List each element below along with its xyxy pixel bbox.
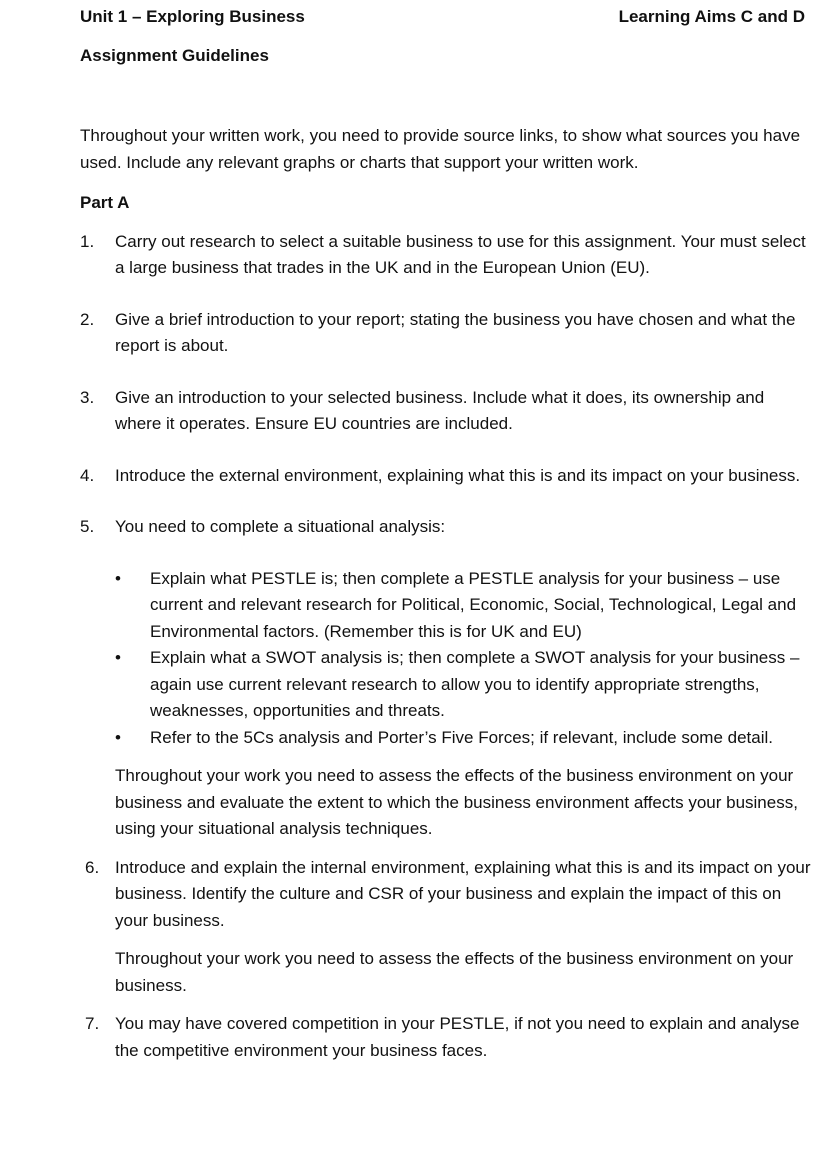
part-a-heading: Part A — [80, 193, 130, 212]
list-item-3 — [80, 385, 815, 438]
list-number: 2. — [80, 309, 95, 329]
list-item-4 — [80, 463, 815, 490]
list-item-text: You may have covered competition in your PESTLE, if not you need to explain and analyse the competitive environment your business faces. — [115, 1014, 800, 1060]
list-item-2 — [80, 307, 815, 360]
bullet-icon: • — [115, 568, 121, 588]
list-item-7 — [80, 1011, 815, 1064]
list-number: 6. — [85, 857, 100, 877]
page-header — [80, 4, 805, 30]
item-5-paragraph: Throughout your work you need to assess the effects of the business environment on your business and evaluate the extent to which the business environment affects your business, using your situational analysis techniques. — [115, 766, 798, 838]
list-item-text: Introduce the external environment, explaining what this is and its impact on your business. — [115, 465, 801, 485]
bullet-icon: • — [115, 648, 121, 667]
learning-aims: Learning Aims C and D — [618, 7, 805, 26]
list-item-text: Give an introduction to your selected business. Include what it does, its ownership and where it operates. Ensure EU countries are included. — [115, 387, 765, 433]
list-item-text: Give a brief introduction to your report; stating the business you have chosen and what the report is about. — [115, 309, 796, 355]
bullet-item-pestle — [115, 566, 815, 646]
bullet-item-5cs — [115, 725, 815, 752]
list-number: 7. — [85, 1014, 100, 1033]
list-item-1 — [80, 229, 815, 282]
bullet-text: Explain what a SWOT analysis is; then complete a SWOT analysis for your business – again use current relevant research to allow you to identify appropriate strengths, weaknesses, opportunities and threats. — [150, 648, 800, 720]
bullet-item-swot — [115, 645, 815, 725]
bullet-text: Refer to the 5Cs analysis and Porter’s Five Forces; if relevant, include some detail. — [150, 727, 773, 747]
item-6-paragraph: Throughout your work you need to assess the effects of the business environment on your business. — [115, 949, 794, 995]
list-number: 1. — [80, 231, 95, 251]
list-item-6 — [80, 855, 815, 935]
intro-paragraph: Throughout your written work, you need to provide source links, to show what sources you have used. Include any relevant graphs or charts that support your written work. — [80, 126, 801, 172]
document-page — [80, 4, 815, 1064]
bullet-icon: • — [115, 727, 121, 747]
list-number: 5. — [80, 517, 95, 536]
document-subtitle: Assignment Guidelines — [80, 46, 269, 65]
list-item-text: You need to complete a situational analysis: — [115, 517, 446, 536]
list-item-text: Introduce and explain the internal environment, explaining what this is and its impact on your business. Identify the culture and CSR of your business and explain the impact of this on your business. — [115, 857, 811, 930]
list-item-5 — [80, 514, 815, 541]
bullet-text: Explain what PESTLE is; then complete a PESTLE analysis for your business – use current and relevant research for Political, Economic, Social, Technological, Legal and Environmental factors. (Remember this is for UK and EU) — [150, 568, 797, 641]
list-number: 3. — [80, 387, 95, 407]
unit-title: Unit 1 – Exploring Business — [80, 7, 305, 26]
list-item-text: Carry out research to select a suitable business to use for this assignment. Your must select a large business that trades in the UK and in the European Union (EU). — [115, 231, 806, 277]
situational-analysis-bullets — [80, 566, 815, 752]
list-number: 4. — [80, 465, 95, 485]
